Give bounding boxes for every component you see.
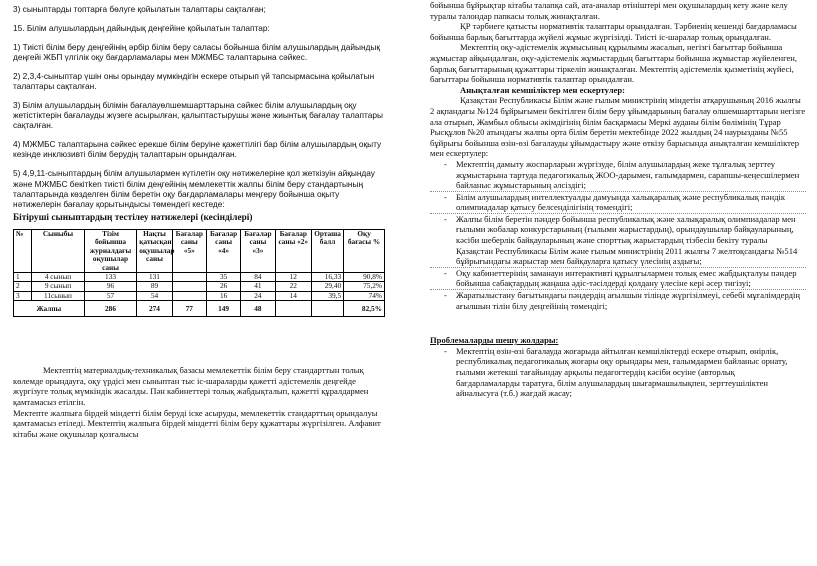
list-item: - Жаратылыстану бағытындағы пәндердің ағылшын тілінде жүргізілмеуі, себебі мұғалімдердің ағылшын тілін білу деңгейінің төмендігі; (430, 290, 806, 311)
left-paragraph-2: 15. Білім алушылардың дайындық деңгейіне қойылатын талаптар: (13, 22, 270, 33)
right-paragraph-1: бойынша бұйрықтар кітабы талапқа сай, ата-аналар өтініштері мен оқушылардың кету және келу туралы талондар папкасы толық жинақталған. (430, 0, 788, 21)
header-attended: Нақты қатысқан оқушылар саны (137, 230, 172, 273)
left-paragraph-1: 3) сыныптарды топтарға бөлуге қойылатын талаптары сақталған; (13, 4, 266, 14)
left-paragraph-5: 3) Білім алушылардың білімін бағалауөлшемшарттарына сәйкес білім алушылардың оқу жетістіктерін бағалауды жүзеге асырылған, қалыптастырушы және жиынтық бағалау талаптары сақталған. (13, 99, 383, 131)
cell: 11сынып (32, 291, 85, 300)
cell: 74% (344, 291, 385, 300)
list-item: - Жалпы білім беретін пәндер бойынша республикалық және халықаралық олимпиадалар мен ғылыми жобалар конкурстарының (ғылыми жарыстардың), орындаушылар байқауларының, кәсіби шеберлік байқауларының және спорттық жарыстардың тізбесін бекіту туралы Қазақстан Республикасы Білім және ғылым министрінің 2011 жылғы 7 желтоқсандағы №514 бұйрығындағы жарыстар мен байқауларға қатысу үлесінің аздығы; (430, 214, 806, 268)
total-cell (275, 301, 311, 317)
cell: 89 (137, 282, 172, 291)
header-average: Орташа балл (312, 230, 344, 273)
table-header-row (14, 230, 385, 273)
cell: 133 (84, 273, 137, 282)
cell: 75,2% (344, 282, 385, 291)
cell: 1 (14, 273, 32, 282)
total-cell: 274 (137, 301, 172, 317)
cell: 12 (275, 273, 311, 282)
cell (172, 282, 206, 291)
table-total-row (14, 301, 385, 317)
header-grade-2: Бағалар саны «2» (275, 230, 311, 273)
table-row (14, 291, 385, 300)
list-item: - Білім алушылардың интеллектуалды дамуында халықаралық және республикалық пәндік олимпиадалар қатысу белсенділігінің төмендігі; (430, 192, 806, 214)
cell: 41 (241, 282, 275, 291)
left-paragraph-6: 4) МЖМБС талаптарына сәйкес ерекше білім беруіне қажеттілігі бар білім алушылардың оқыту кезінде инклюзивті білім берудің талаптарын орындалған. (13, 139, 382, 160)
left-paragraph-4: 2) 2,3,4-сыныптар үшін оны орындау мүмкіндігін ескере отырып үй тапсырмасына қойылатын талаптары сақталған. (13, 70, 375, 91)
cell (172, 291, 206, 300)
left-paragraph-9: Мектепте жалпыға бірдей міндетті білім беруді іске асыруды, мемлекеттік стандарттың орындалуы қамтамасыз етіледі. Мектептің жалпыға бірдей міндетті білім беру құжаттары жүргізілген. Алфавит кітабы және оқушылар қозғалысы (13, 407, 381, 439)
left-column (13, 0, 385, 439)
total-cell: 82,5% (344, 301, 385, 317)
header-class: Сыныбы (32, 230, 85, 273)
total-cell: 48 (241, 301, 275, 317)
left-paragraph-8: Мектептің материалдық-техникалық базасы мемлекеттік білім беру стандарттын толық көлемде орындауға, оқу үрдісі мен сыныптан тыс іс-шараларды қажетті әдістемелік деңгейде жүргізуге толық мүмкіндік жасалды. Пән кабинеттері толық жабдықталып, қажетті құралдармен қамтамасыз етілгін. (13, 365, 369, 408)
cell: 22 (275, 282, 311, 291)
header-number: № (14, 230, 32, 273)
cell: 54 (137, 291, 172, 300)
right-column (430, 0, 806, 399)
cell: 3 (14, 291, 32, 300)
cell: 16 (206, 291, 240, 300)
cell (172, 273, 206, 282)
cell: 96 (84, 282, 137, 291)
shortcomings-list (430, 159, 806, 311)
total-cell: 77 (172, 301, 206, 317)
cell: 131 (137, 273, 172, 282)
header-grade-5: Бағалар саны «5» (172, 230, 206, 273)
solutions-list (430, 346, 806, 399)
table-title: Бітіруші сыныптардың тестілеу нәтижелері (кесінділері) (13, 213, 253, 224)
total-label: Жалпы (14, 301, 85, 317)
cell: 9 сынып (32, 282, 85, 291)
cell: 4 сынып (32, 273, 85, 282)
left-paragraph-3: 1) Тиісті білім беру деңгейінің әрбір білім беру саласы бойынша білім алушылардың дайындық деңгейі ЖБП үлгілік оқу бағдарламалары мен МЖМБС талаптарына сәйкес. (13, 41, 380, 62)
cell: 26 (206, 282, 240, 291)
list-item: - Мектептің дамыту жоспарларын жүргізуде, білім алушылардың жеке тұлғалық зерттеу жұмыстарына тартуда педагогикалық ЖОО-дарымен, ғалымдармен, сарапшы-кеңесшілермен байланыс жұмыстарының әлсіздігі; (430, 159, 806, 192)
header-grade-3: Бағалар саны «3» (241, 230, 275, 273)
cell: 84 (241, 273, 275, 282)
header-enrolled: Тізім бойынша журналдағы оқушылар саны (84, 230, 137, 273)
cell: 90,8% (344, 273, 385, 282)
right-paragraph-2: ҚР тәрбиеге қатысты нормативтік талаптары орындалған. Тәрбиенің кешенді бағдарламасы бойынша барлық бағыттарда жүйелі жұмыс жүргізілді. Тиісті іс-шаралар толық орындалған. (430, 21, 797, 42)
header-quality: Оқу бағасы % (344, 230, 385, 273)
table-row (14, 282, 385, 291)
total-cell: 149 (206, 301, 240, 317)
cell: 2 (14, 282, 32, 291)
section-heading-solutions: Проблемаларды шешу жолдары: (430, 335, 559, 346)
cell: 29,40 (312, 282, 344, 291)
cell: 16,33 (312, 273, 344, 282)
total-cell (312, 301, 344, 317)
right-paragraph-3: Мектептің оқу-әдістемелік жұмысының құрылымы жасалып, негізгі бағыттар бойынша жұмыстар айқындалған, оқу-әдістемелік жұмыстардың бағыттары бойынша жұмыстар жүйеленген, барлық бағыттарының құжаттары тіркеліп жинақталған. Мектептің әдістемелік қызметінің жүйесі, бағыттары бойынша нормативтік талаптар орындалған. (430, 42, 798, 85)
total-cell: 286 (84, 301, 137, 317)
list-item: - Мектептің өзін-өзі бағалауда жоғарыда айтылған кемшіліктерді ескере отырып, өнірлік, республикалық педагогикалық жоғары оқу орындары мен, ғалымдармен байланыс орнату, ғылыми жетекші тағайындау арқылы педагогтердің кәсіби өсуіне (авторлық бағдарламаларды таратуға, білім алушылардың шығармашылықпен, зерттеушіліктен айналысуға (т.б.) жағдай жасау; (430, 346, 806, 399)
left-paragraph-7: 5) 4,9,11-сыныптардың білім алушылармен күтілетін оқу нәтижелеріне қол жеткізуін айқындау және МЖМБС бекітken тиісті білім деңгейінің мемлекеттік жалпы білім беру стандартының талаптарында көзделген білім беретін оқу бағдарламалары меңгеру бойынша оқыту нәтижелерін бағалау қорытындысы төмендегі кестеде: (13, 168, 375, 210)
cell: 14 (275, 291, 311, 300)
section-heading-shortcomings: Анықталған кемшіліктер мен ескертулер: (460, 84, 625, 95)
cell: 39,5 (312, 291, 344, 300)
header-grade-4: Бағалар саны «4» (206, 230, 240, 273)
results-table (13, 229, 385, 317)
right-paragraph-4: Қазақстан Республикасы Білім және ғылым министрінің міндетін атқарушының 2016 жылғы 2 ақпандағы №124 бұйрығымен бекітілген білім беру ұйымдарының бағалау өлшемшарттарын негізге ала отырып, Жамбыл облысы әкімдігінің білім басқармасы Меркі ауданы білім бөлімінің Тұрар Рысқұлов №20 атындағы жалпы орта білім беретін мектебінде 2022 жылдың 24 наурызданы №55 бұйрығы бойынша өзін-өзі бағалауды ұйымдастыру және өткізу барысында анықталған кемшіліктер мен ескертулер: (430, 95, 806, 159)
cell: 24 (241, 291, 275, 300)
list-item: - Оқу кабинеттерінің заманауи интерактивті құрылғылармен толық емес жабдықталуы пәндер бойынша сабақтардың жаңаша әдіс-тәсілдерді қолдану үлесіне кері әсер тигізуі; (430, 268, 806, 290)
cell: 57 (84, 291, 137, 300)
cell: 35 (206, 273, 240, 282)
